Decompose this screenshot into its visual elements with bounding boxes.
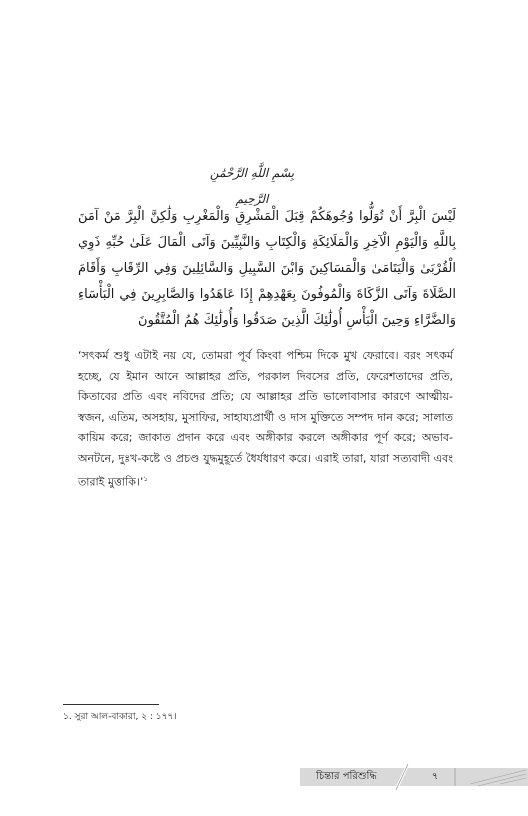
footer-book-title: চিন্তার পরিশুদ্ধি — [316, 771, 377, 782]
translation-text: ‘সৎকর্ম শুধু এটাই নয় যে, তোমরা পূর্ব কিংবা পশ্চিম দিকে মুখ ফেরাবে। বরং সৎকর্ম হচ্ছে, যে ইমান আনে আল্লাহর প্রতি, পরকাল দিবসের প্রতি, ফেরেশতাদের প্রতি, কিতাবের প্রতি এবং নবিদের প্রতি; যে আল্লাহর প্রতি ভালোবাসার কারণে আত্মীয়-স্বজন, এতিম, অসহায়, মুসাফির, সাহায্যপ্রার্থী ও দাস মুক্তিতে সম্পদ দান করে; সালাত কায়িম করে; জাকাত প্রদান করে এবং অঙ্গীকার করলে অঙ্গীকার পূর্ণ করে; অভাব-অনটনে, দুঃখ-কষ্টে ও প্রচণ্ড যুদ্ধমুহূর্তে ধৈর্যধারণ করে। এরাই তারা, যারা সত্যবাদী এবং তারাই মুত্তাকি।’ — [78, 349, 453, 489]
footer-page-number: ৭ — [431, 771, 439, 782]
footnote-divider — [63, 704, 159, 705]
footnote-marker: ১ — [143, 475, 148, 483]
arabic-verse: لَيْسَ الْبِرَّ أَنْ تُوَلُّوا وُجُوهَكُمْ قِبَلَ الْمَشْرِقِ وَالْمَغْرِبِ وَلَٰكِنَّ الْبِرَّ مَنْ آمَنَ بِاللَّهِ وَالْيَوْمِ الْآخِرِ وَالْمَلَائِكَةِ وَالْكِتَابِ وَالنَّبِيِّينَ وَآتَى الْمَالَ عَلَىٰ حُبِّهِ ذَوِي الْقُرْبَىٰ وَالْيَتَامَىٰ وَالْمَسَاكِينَ وَابْنَ السَّبِيلِ وَالسَّائِلِينَ وَفِي الرِّقَابِ وَأَقَامَ الصَّلَاةَ وَآتَى الزَّكَاةَ وَالْمُوفُونَ بِعَهْدِهِمْ إِذَا عَاهَدُوا وَالصَّابِرِينَ فِي الْبَأْسَاءِ وَالضَّرَّاءِ وَحِينَ الْبَأْسِ أُولَٰئِكَ الَّذِينَ صَدَقُوا وَأُولَٰئِكَ هُمُ الْمُتَّقُونَ — [78, 209, 456, 328]
basmala-calligraphy: بِسْمِ اللَّهِ الرَّحْمَٰنِ الرَّحِيمِ — [209, 166, 295, 206]
bengali-translation — [78, 346, 453, 493]
footnote: ১. সুরা আল-বাকারা, ২ : ১৭৭। — [63, 712, 177, 722]
